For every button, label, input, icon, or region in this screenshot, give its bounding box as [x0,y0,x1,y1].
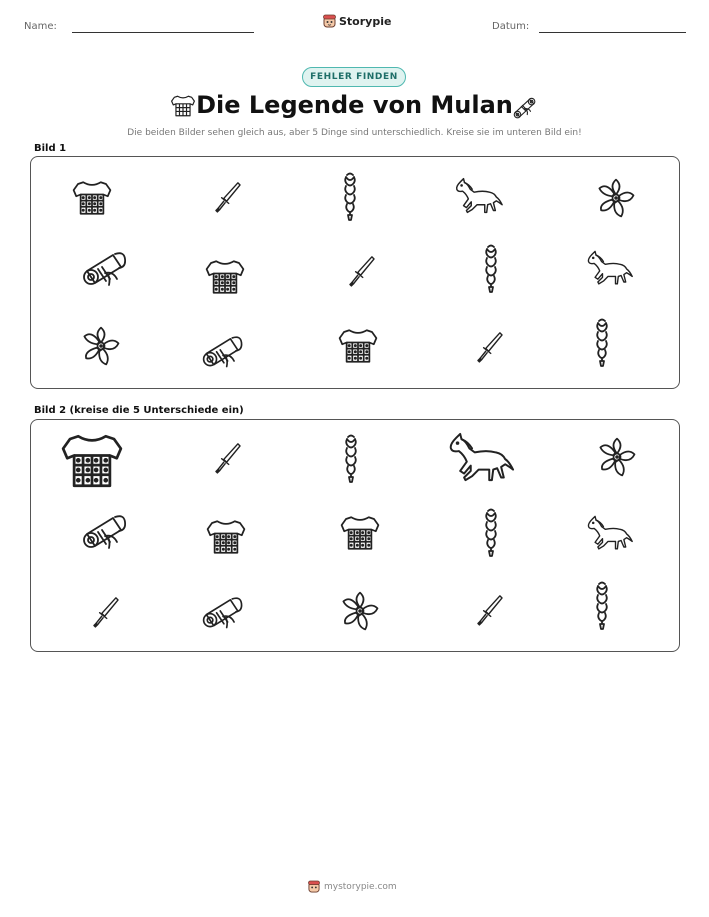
braid-icon[interactable] [338,171,362,223]
sword-icon[interactable] [473,586,507,634]
page-title: Die Legende von Mulan [196,91,513,119]
sword-icon[interactable] [211,173,245,221]
horse-icon[interactable] [443,428,517,490]
title-scroll-icon [509,94,539,120]
sword-icon[interactable] [211,434,245,482]
footer-url[interactable]: mystorypie.com [324,881,397,892]
date-label: Datum: [492,21,530,32]
armor-icon[interactable] [204,256,246,298]
horse-icon[interactable] [451,175,505,219]
braid-icon[interactable] [590,317,614,369]
storypie-mascot-icon [308,880,320,893]
date-line[interactable] [539,32,686,33]
scroll-icon[interactable] [79,508,131,550]
storypie-mascot-icon [323,14,336,28]
sword-icon[interactable] [89,588,123,636]
footer [308,880,397,893]
horse-icon[interactable] [583,247,635,291]
scroll-icon[interactable] [79,245,131,287]
flower-icon[interactable] [339,590,381,632]
braid-icon[interactable] [479,506,503,560]
picture-1-label: Bild 1 [34,143,67,154]
armor-icon[interactable] [71,177,113,219]
name-line[interactable] [72,32,254,33]
brand-logo [323,14,391,28]
scroll-icon[interactable] [199,590,247,630]
braid-icon[interactable] [479,243,503,295]
flower-icon[interactable] [595,177,637,219]
braid-icon[interactable] [590,580,614,632]
armor-icon[interactable] [57,428,127,494]
armor-icon[interactable] [205,516,247,558]
armor-icon[interactable] [339,512,381,554]
picture-2-box [30,419,680,652]
sword-icon[interactable] [473,323,507,371]
sword-icon[interactable] [345,247,379,295]
flower-icon[interactable] [596,436,638,478]
horse-icon[interactable] [583,512,635,556]
flower-icon[interactable] [80,325,122,367]
name-label: Name: [24,21,57,32]
brand-name: Storypie [339,14,392,28]
worksheet-type-badge: FEHLER FINDEN [302,67,406,87]
armor-icon[interactable] [337,325,379,367]
braid-icon[interactable] [339,432,363,486]
instructions: Die beiden Bilder sehen gleich aus, aber 5 Dinge sind unterschiedlich. Kreise sie im unteren Bild ein! [127,128,582,138]
picture-1-box [30,156,680,389]
scroll-icon[interactable] [199,329,247,369]
picture-2-label: Bild 2 (kreise die 5 Unterschiede ein) [34,405,244,416]
